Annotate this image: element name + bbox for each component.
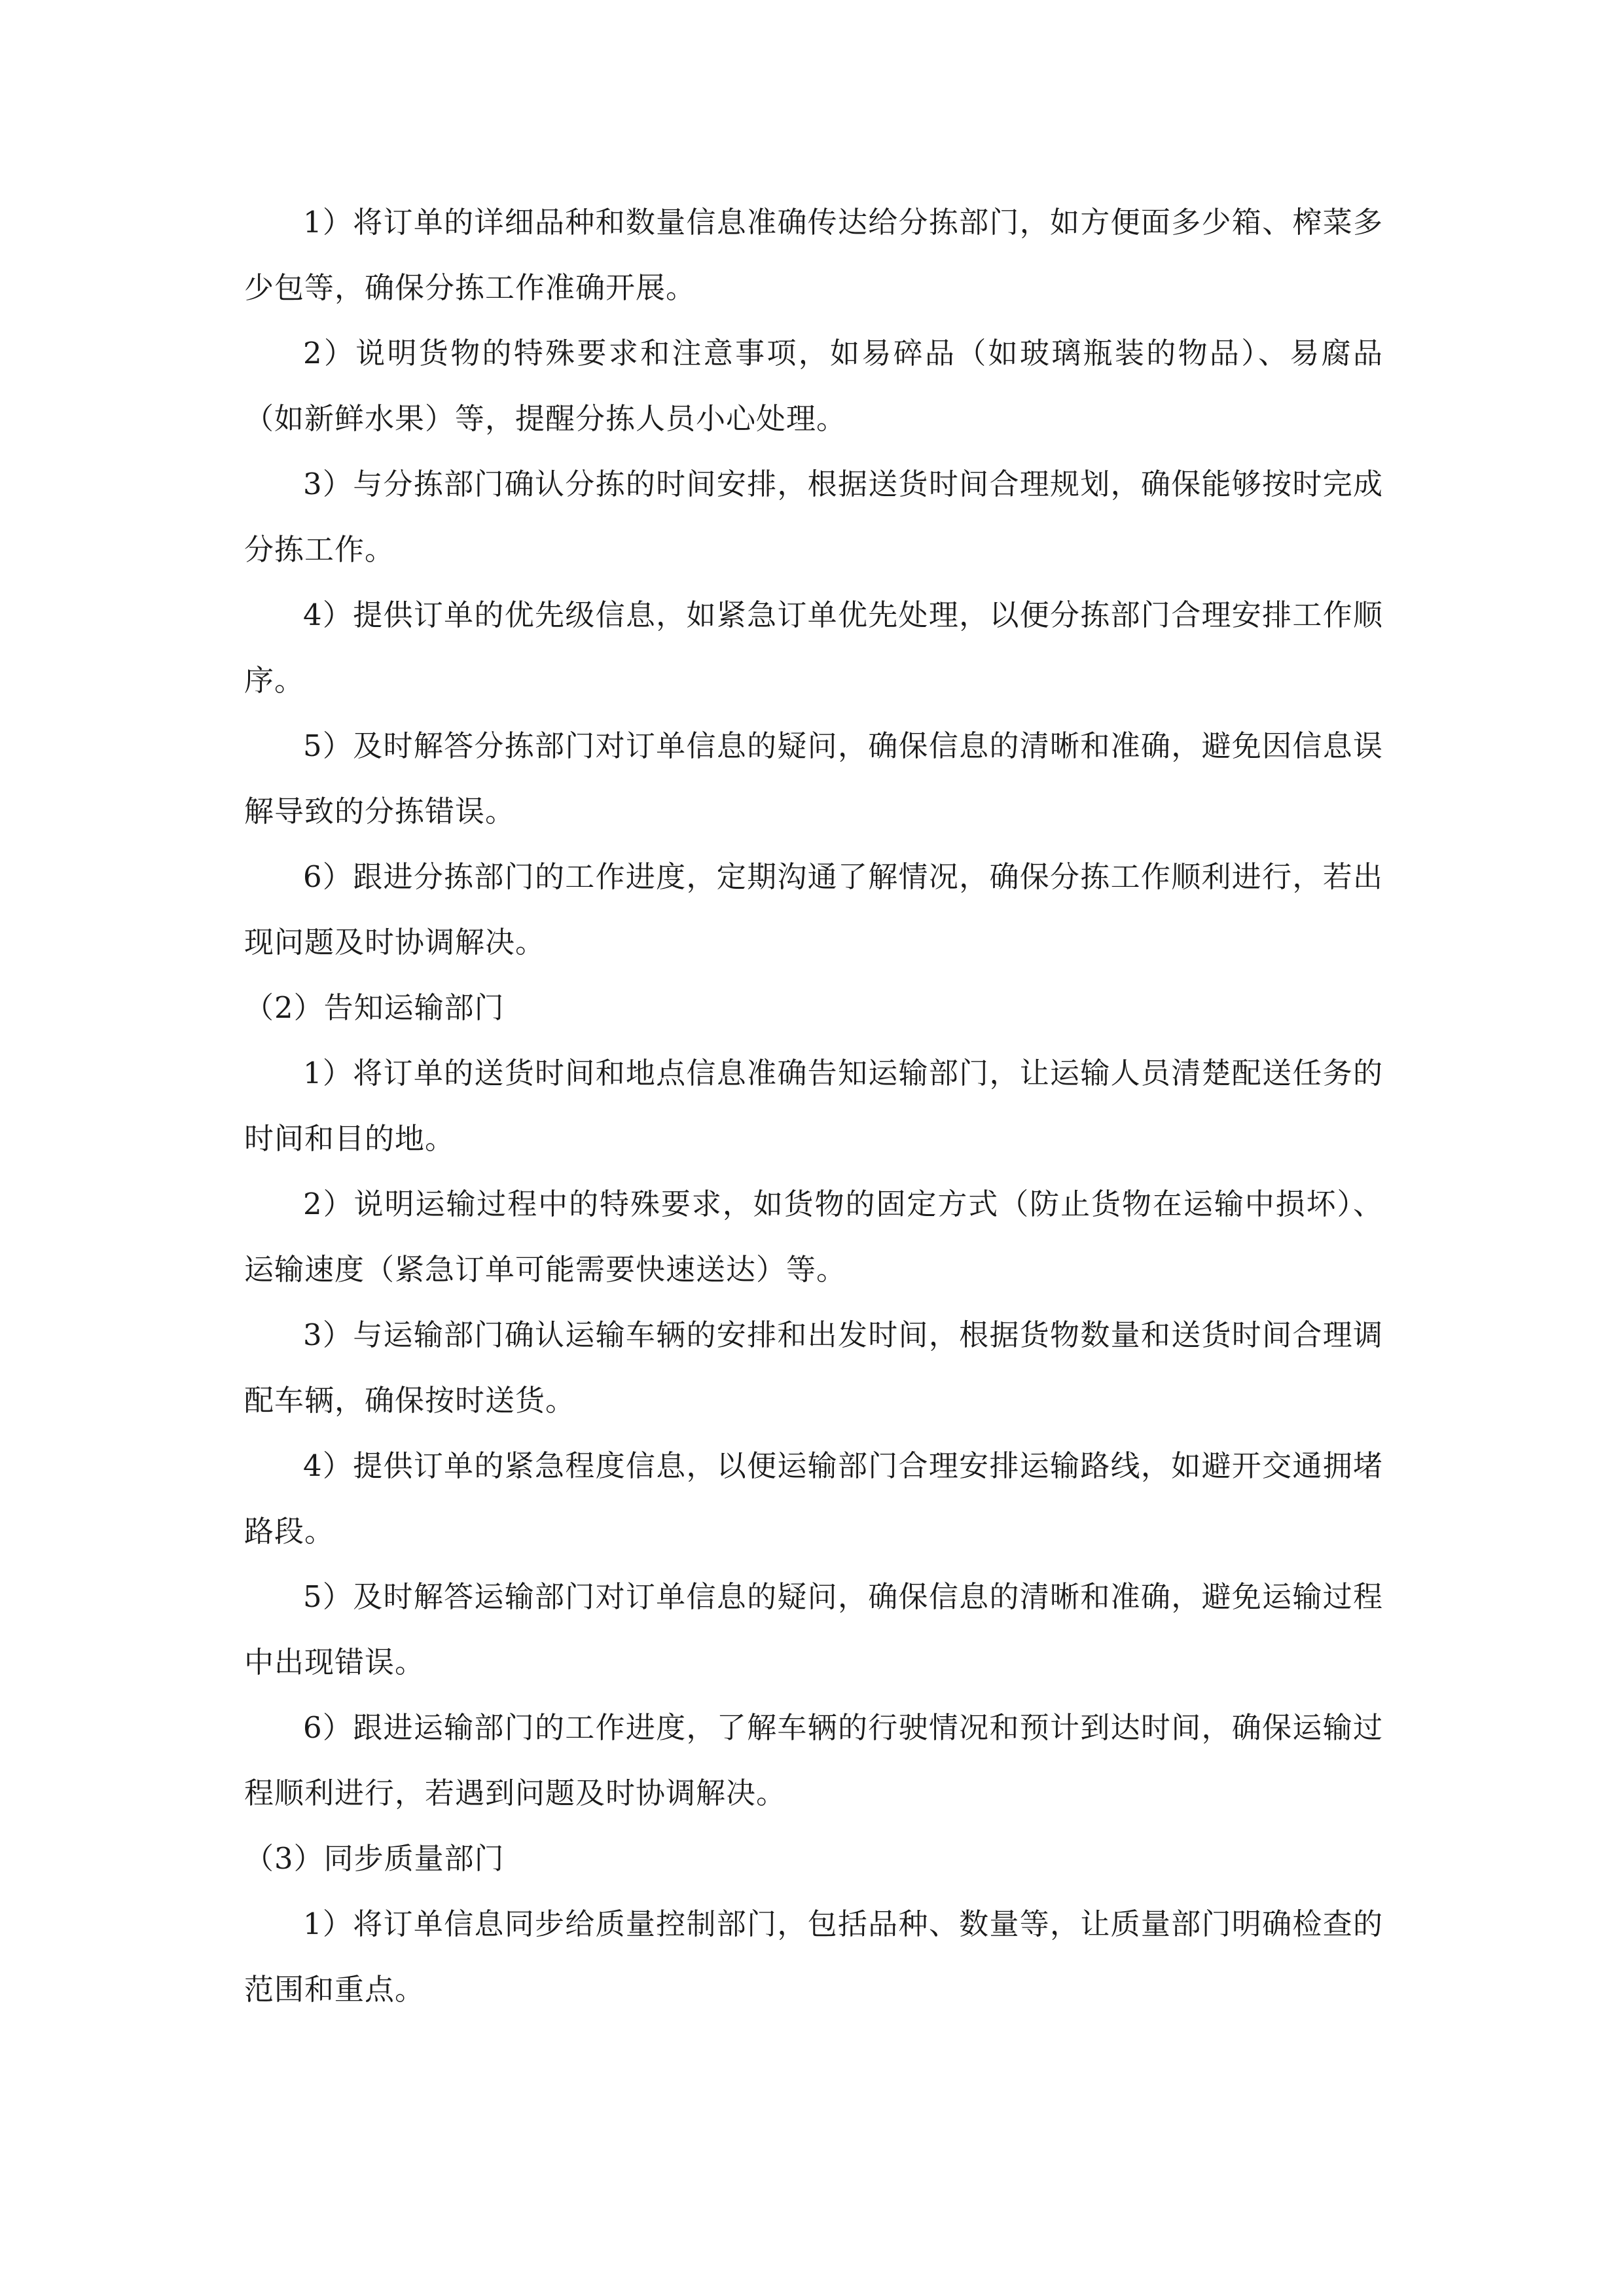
transport-item-2: 2）说明运输过程中的特殊要求，如货物的固定方式（防止货物在运输中损坏）、运输速度（紧急订单可能需要快速送达）等。 (244, 1187, 1383, 1287)
sorting-item-2: 2）说明货物的特殊要求和注意事项，如易碎品（如玻璃瓶装的物品）、易腐品（如新鲜水果）等，提醒分拣人员小心处理。 (244, 336, 1383, 436)
sorting-item-1: 1）将订单的详细品种和数量信息准确传达给分拣部门，如方便面多少箱、榨菜多少包等，确保分拣工作准确开展。 (244, 205, 1383, 305)
document-body (244, 190, 1383, 2022)
sorting-item-4: 4）提供订单的优先级信息，如紧急订单优先处理，以便分拣部门合理安排工作顺序。 (244, 598, 1383, 698)
transport-item-6: 6）跟进运输部门的工作进度，了解车辆的行驶情况和预计到达时间，确保运输过程顺利进行，若遇到问题及时协调解决。 (244, 1710, 1383, 1810)
transport-item-5: 5）及时解答运输部门对订单信息的疑问，确保信息的清晰和准确，避免运输过程中出现错误。 (244, 1579, 1383, 1679)
sorting-item-6: 6）跟进分拣部门的工作进度，定期沟通了解情况，确保分拣工作顺利进行，若出现问题及时协调解决。 (244, 859, 1383, 960)
transport-item-4: 4）提供订单的紧急程度信息，以便运输部门合理安排运输路线，如避开交通拥堵路段。 (244, 1448, 1383, 1549)
sorting-item-3: 3）与分拣部门确认分拣的时间安排，根据送货时间合理规划，确保能够按时完成分拣工作。 (244, 467, 1383, 567)
section-heading-transport: （2）告知运输部门 (244, 990, 505, 1025)
sorting-item-5: 5）及时解答分拣部门对订单信息的疑问，确保信息的清晰和准确，避免因信息误解导致的分拣错误。 (244, 728, 1383, 829)
quality-item-1: 1）将订单信息同步给质量控制部门，包括品种、数量等，让质量部门明确检查的范围和重点。 (244, 1907, 1383, 2007)
section-heading-quality: （3）同步质量部门 (244, 1841, 505, 1876)
transport-item-3: 3）与运输部门确认运输车辆的安排和出发时间，根据货物数量和送货时间合理调配车辆，确保按时送货。 (244, 1318, 1383, 1418)
transport-item-1: 1）将订单的送货时间和地点信息准确告知运输部门，让运输人员清楚配送任务的时间和目的地。 (244, 1056, 1383, 1156)
